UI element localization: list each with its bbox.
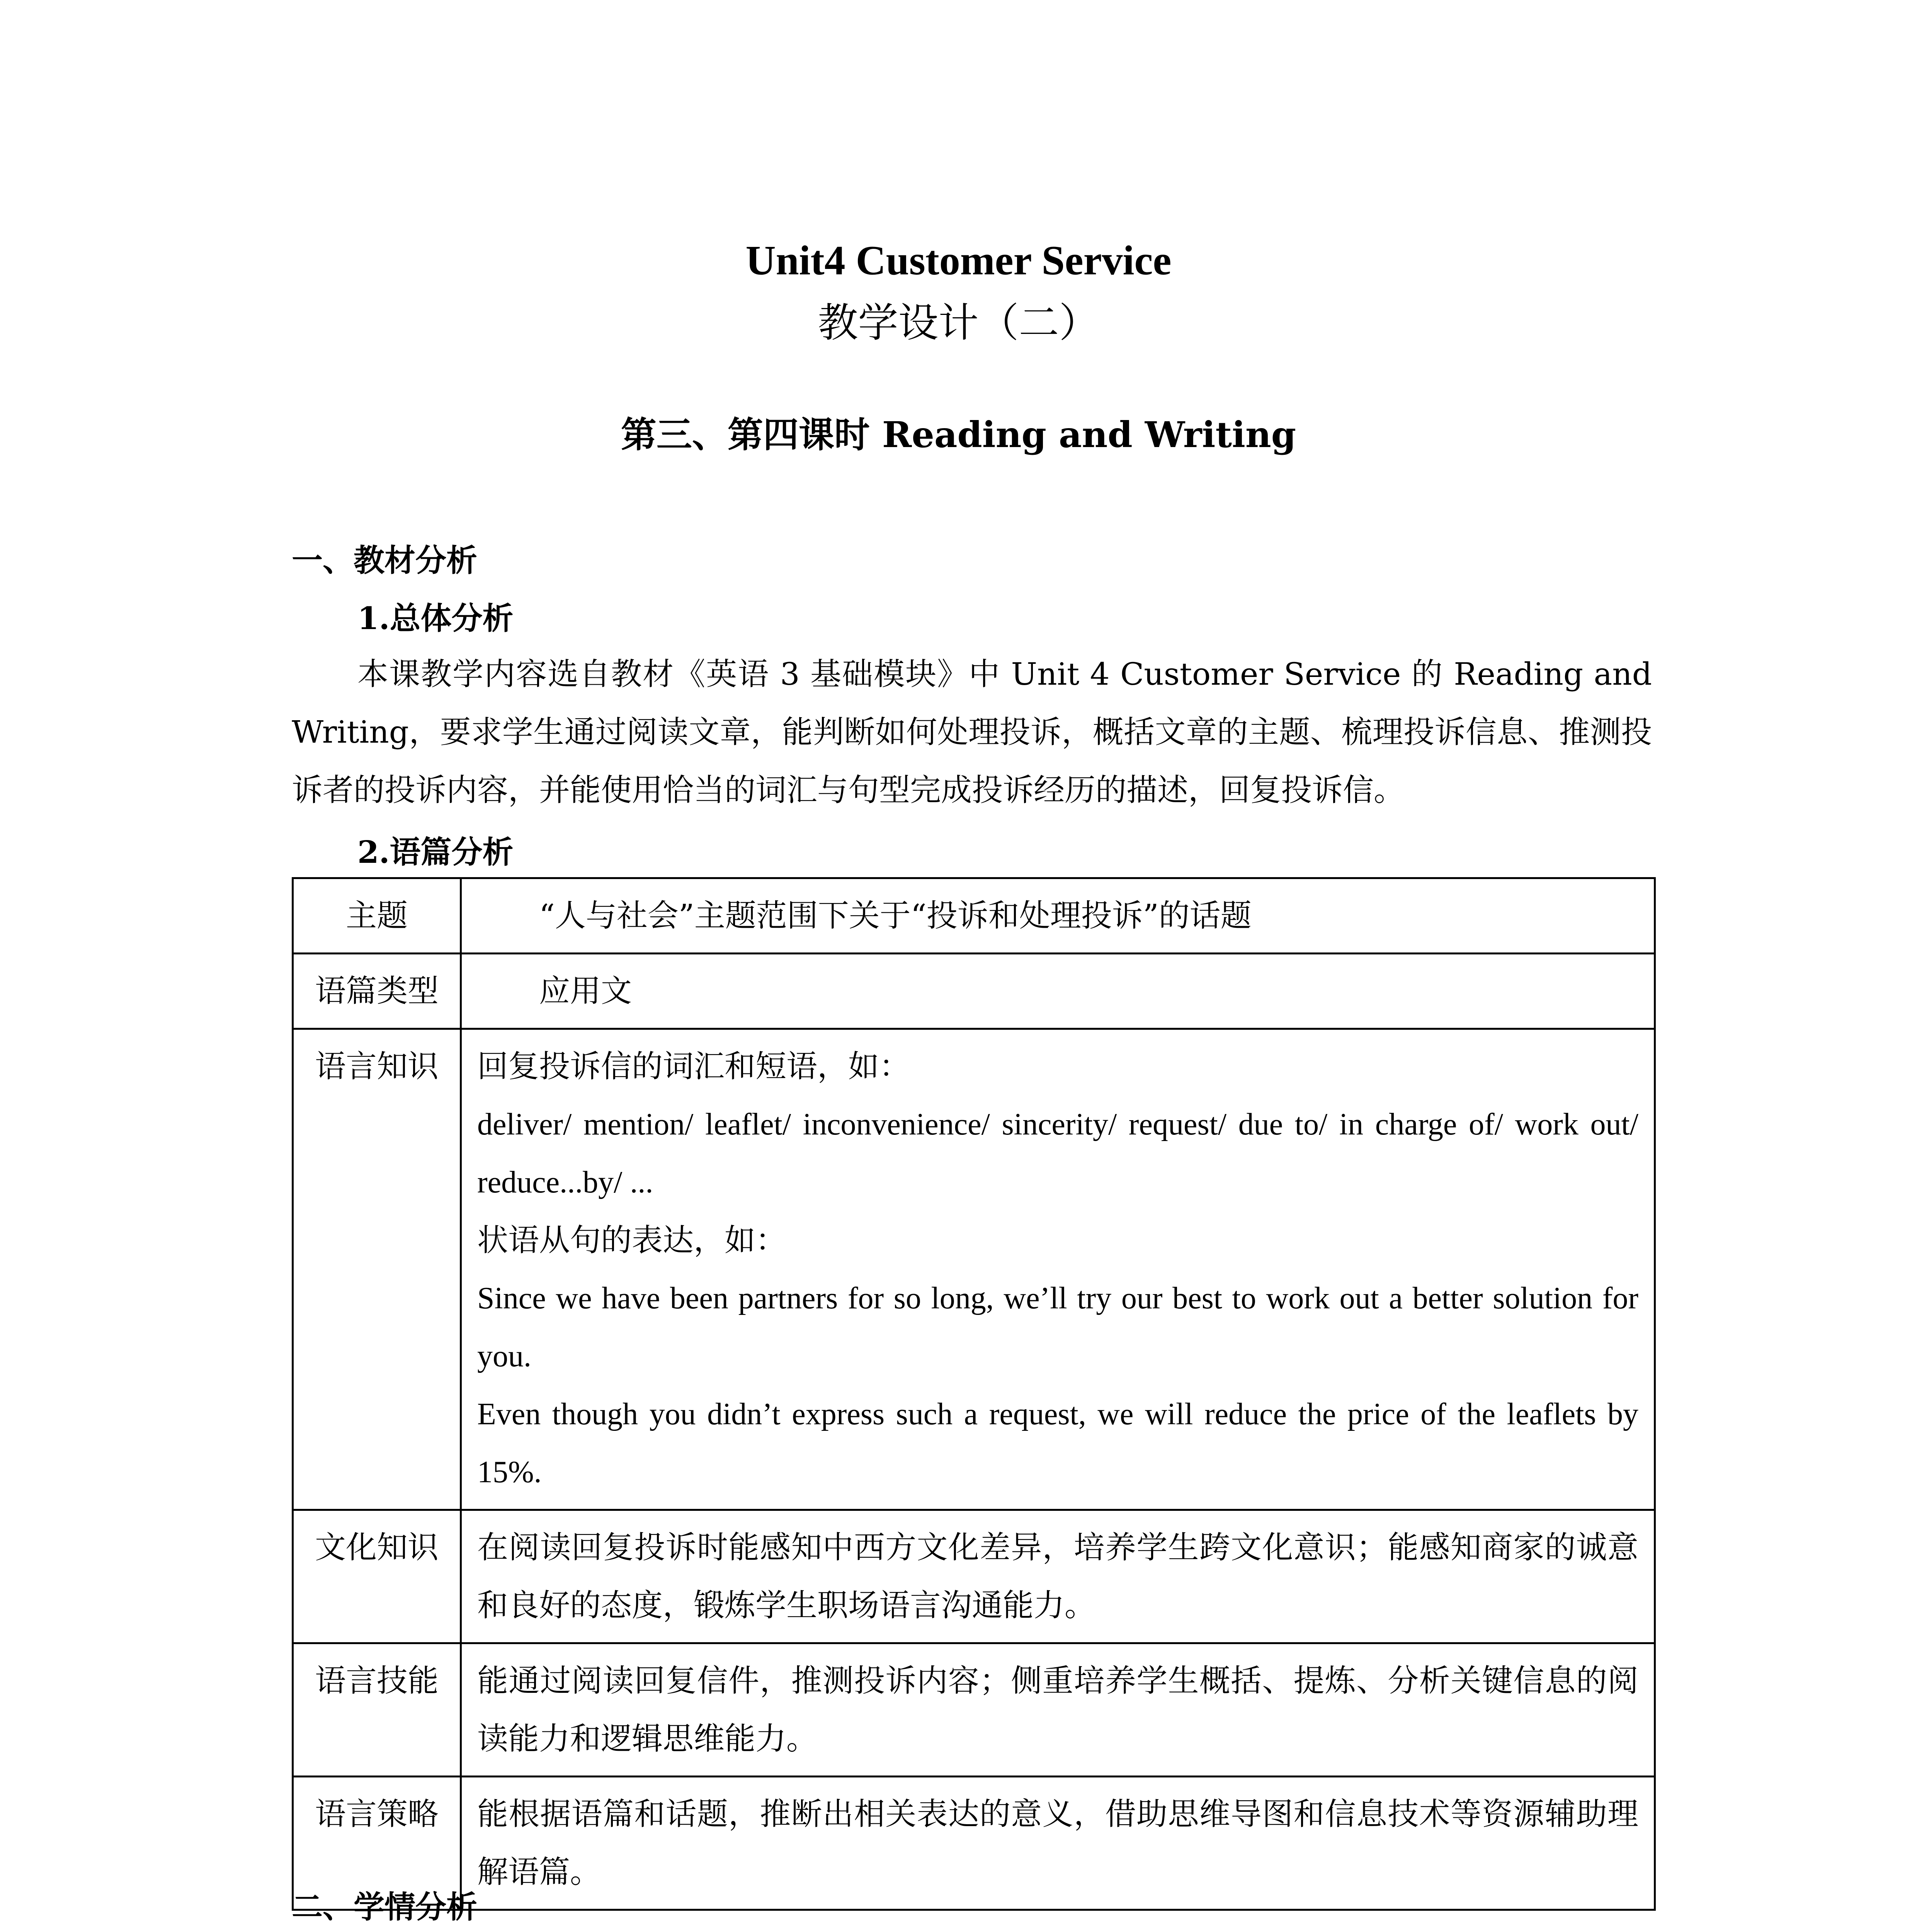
row-label: 语言技能 [293,1643,461,1777]
content-line: deliver/ mention/ leaflet/ inconvenience/ sincerity/ request/ due to/ in charge of/ work out/ reduce...by/ ... [477,1107,1638,1199]
text-analysis-table [292,877,1656,1911]
row-content [461,1777,1655,1910]
section-2-heading: 二、学情分析 [292,1889,477,1925]
content-line: Since we have been partners for so long, we’ll try our best to work out a better solution for you. [477,1281,1638,1373]
section-1-heading: 一、教材分析 [292,542,477,578]
table-row [293,1029,1655,1510]
row-label: 语篇类型 [293,954,461,1029]
content-line: 状语从句的表达，如： [477,1222,786,1258]
row-label: 语言知识 [293,1029,461,1510]
table-row [293,878,1655,954]
document-title-en: Unit4 Customer Service [745,238,1172,284]
content-line: “人与社会”主题范围下关于“投诉和处理投诉”的话题 [539,898,1252,934]
table-row [293,954,1655,1029]
document-title-zh: 教学设计（二） [818,299,1099,346]
table-row [293,1643,1655,1777]
lesson-title: 第三、第四课时 Reading and Writing [621,414,1296,456]
row-content [461,1029,1655,1510]
subsection-2-heading: 2.语篇分析 [357,834,514,870]
content-line: 在阅读回复投诉时能感知中西方文化差异，培养学生跨文化意识；能感知商家的诚意和良好的态度，锻炼学生职场语言沟通能力。 [477,1529,1638,1623]
subsection-1-paragraph: 本课教学内容选自教材《英语 3 基础模块》中 Unit 4 Customer Service 的 Reading and Writing，要求学生通过阅读文章，能判断如何处理投诉，概括文章的主题、梳理投诉信息、推测投诉者的投诉内容，并能使用恰当的词汇与句型完成投诉经历的描述，回复投诉信。 [292,656,1652,808]
row-content [461,878,1655,954]
row-label: 主题 [293,878,461,954]
content-line: 应用文 [539,973,632,1009]
content-line: 回复投诉信的词汇和短语，如： [477,1048,910,1084]
content-line: 能通过阅读回复信件，推测投诉内容；侧重培养学生概括、提炼、分析关键信息的阅读能力和逻辑思维能力。 [477,1663,1638,1757]
row-content [461,1510,1655,1643]
row-label: 文化知识 [293,1510,461,1643]
table-row [293,1777,1655,1910]
content-line: Even though you didn’t express such a request, we will reduce the price of the leaflets by 15%. [477,1397,1638,1489]
table-row [293,1510,1655,1643]
row-label: 语言策略 [293,1777,461,1910]
content-line: 能根据语篇和话题，推断出相关表达的意义，借助思维导图和信息技术等资源辅助理解语篇。 [477,1796,1638,1890]
row-content [461,1643,1655,1777]
subsection-1-heading: 1.总体分析 [357,600,514,636]
row-content [461,954,1655,1029]
